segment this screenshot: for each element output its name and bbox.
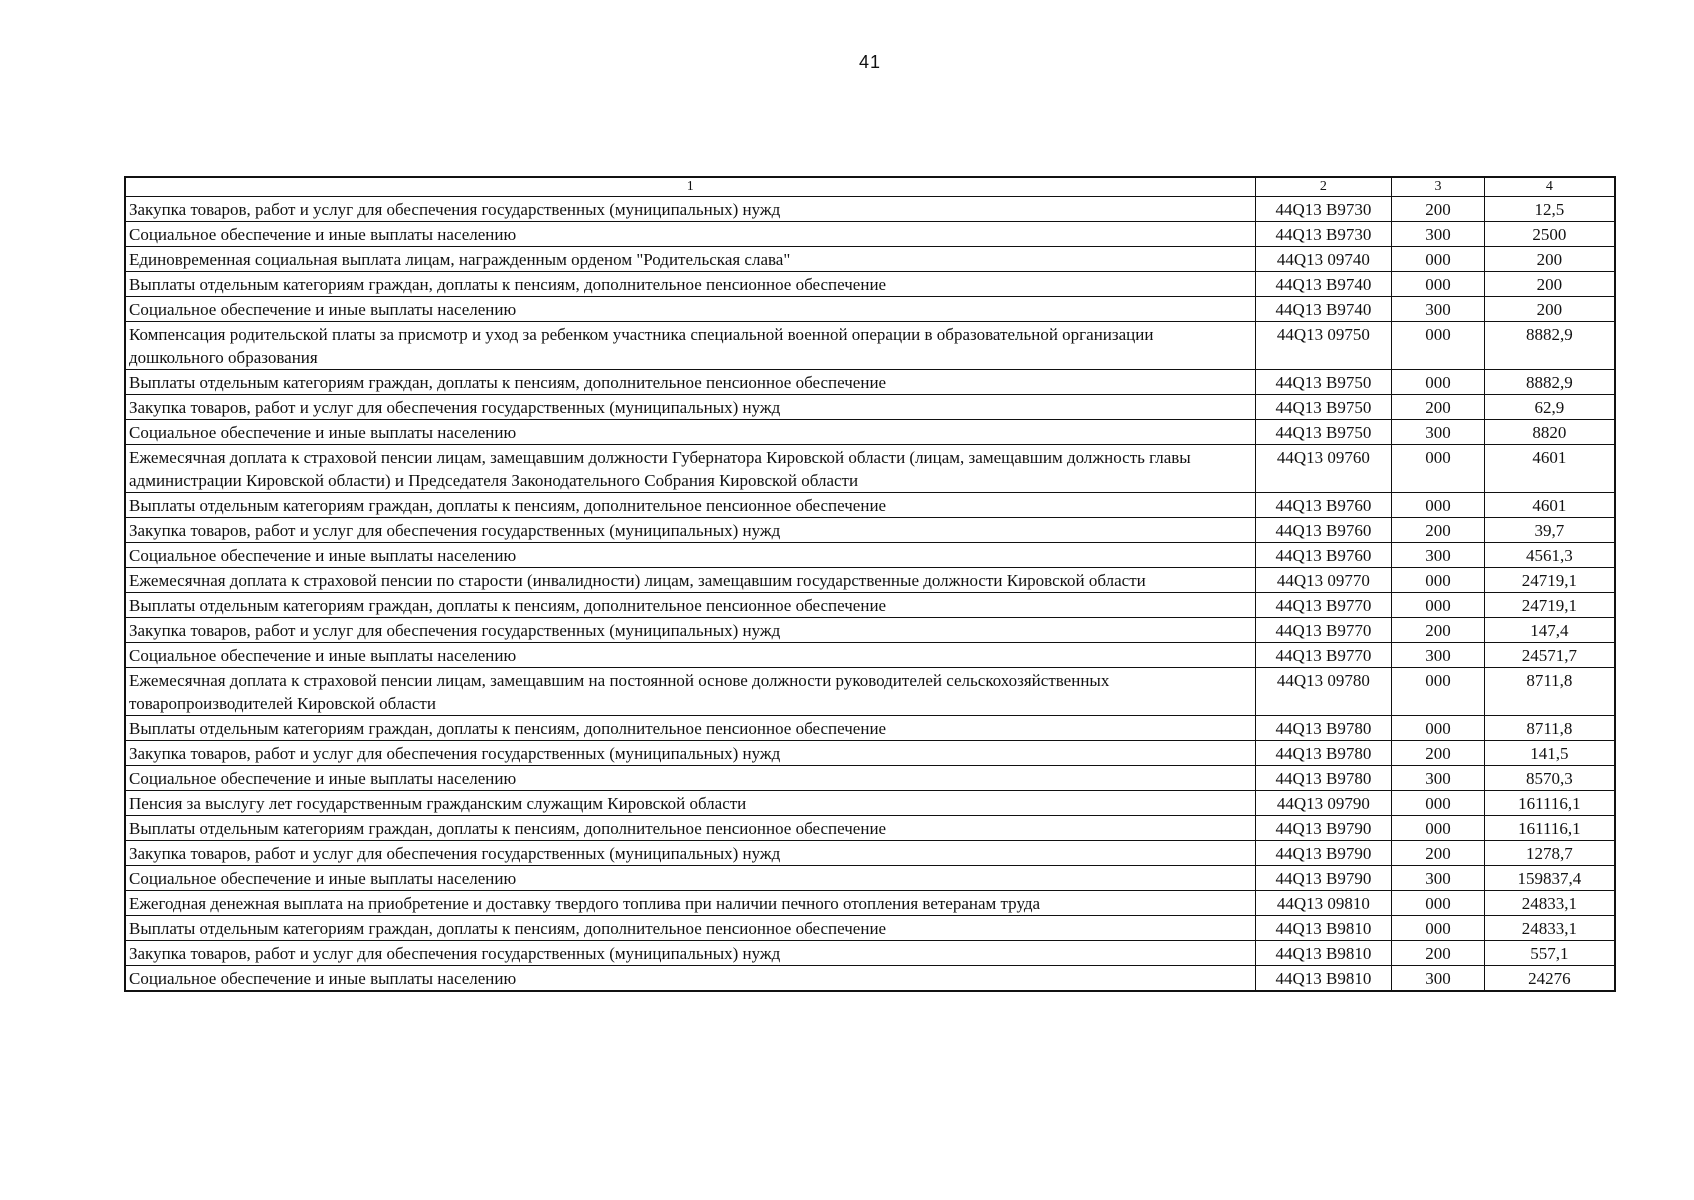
row-sum-cell: 4601 — [1484, 493, 1615, 518]
row-sum-cell: 24719,1 — [1484, 593, 1615, 618]
row-code-cell: 44Q13 B9790 — [1255, 866, 1392, 891]
header-col-3: 3 — [1392, 177, 1484, 197]
row-sum-cell: 557,1 — [1484, 941, 1615, 966]
row-name-cell: Выплаты отдельным категориям граждан, доплаты к пенсиям, дополнительное пенсионное обеспечение — [125, 916, 1255, 941]
row-name-cell: Социальное обеспечение и иные выплаты населению — [125, 866, 1255, 891]
row-sum-cell: 24719,1 — [1484, 568, 1615, 593]
row-sum-cell: 159837,4 — [1484, 866, 1615, 891]
table-row — [125, 568, 1615, 593]
table-row — [125, 297, 1615, 322]
row-kind-cell: 300 — [1392, 866, 1484, 891]
row-sum-cell: 1278,7 — [1484, 841, 1615, 866]
row-name-cell: Закупка товаров, работ и услуг для обеспечения государственных (муниципальных) нужд — [125, 618, 1255, 643]
table-row — [125, 791, 1615, 816]
row-name-cell: Закупка товаров, работ и услуг для обеспечения государственных (муниципальных) нужд — [125, 395, 1255, 420]
row-code-cell: 44Q13 B9760 — [1255, 543, 1392, 568]
row-kind-cell: 300 — [1392, 643, 1484, 668]
table-row — [125, 272, 1615, 297]
row-sum-cell: 200 — [1484, 272, 1615, 297]
row-name-cell: Закупка товаров, работ и услуг для обеспечения государственных (муниципальных) нужд — [125, 197, 1255, 222]
row-code-cell: 44Q13 B9750 — [1255, 370, 1392, 395]
row-kind-cell: 300 — [1392, 222, 1484, 247]
row-sum-cell: 4561,3 — [1484, 543, 1615, 568]
row-sum-cell: 8820 — [1484, 420, 1615, 445]
row-kind-cell: 000 — [1392, 816, 1484, 841]
header-col-1: 1 — [125, 177, 1255, 197]
row-name-cell: Выплаты отдельным категориям граждан, доплаты к пенсиям, дополнительное пенсионное обеспечение — [125, 816, 1255, 841]
row-name-cell: Социальное обеспечение и иные выплаты населению — [125, 966, 1255, 992]
row-code-cell: 44Q13 09740 — [1255, 247, 1392, 272]
table-row — [125, 618, 1615, 643]
row-kind-cell: 200 — [1392, 841, 1484, 866]
row-kind-cell: 000 — [1392, 791, 1484, 816]
row-name-cell: Ежемесячная доплата к страховой пенсии по старости (инвалидности) лицам, замещавшим государственные должности Кировской области — [125, 568, 1255, 593]
row-code-cell: 44Q13 B9740 — [1255, 272, 1392, 297]
header-col-2: 2 — [1255, 177, 1392, 197]
budget-table — [124, 176, 1616, 992]
row-kind-cell: 000 — [1392, 716, 1484, 741]
row-kind-cell: 300 — [1392, 966, 1484, 992]
table-header-row — [125, 177, 1615, 197]
row-sum-cell: 39,7 — [1484, 518, 1615, 543]
row-name-cell: Закупка товаров, работ и услуг для обеспечения государственных (муниципальных) нужд — [125, 841, 1255, 866]
row-sum-cell: 8882,9 — [1484, 370, 1615, 395]
row-kind-cell: 000 — [1392, 593, 1484, 618]
row-sum-cell: 24833,1 — [1484, 891, 1615, 916]
row-code-cell: 44Q13 B9810 — [1255, 941, 1392, 966]
table-row — [125, 816, 1615, 841]
row-kind-cell: 000 — [1392, 916, 1484, 941]
table-row — [125, 445, 1615, 493]
row-name-cell: Выплаты отдельным категориям граждан, доплаты к пенсиям, дополнительное пенсионное обеспечение — [125, 493, 1255, 518]
row-sum-cell: 24833,1 — [1484, 916, 1615, 941]
row-code-cell: 44Q13 B9780 — [1255, 716, 1392, 741]
row-sum-cell: 4601 — [1484, 445, 1615, 493]
row-kind-cell: 000 — [1392, 445, 1484, 493]
row-code-cell: 44Q13 09760 — [1255, 445, 1392, 493]
row-kind-cell: 300 — [1392, 297, 1484, 322]
row-code-cell: 44Q13 09790 — [1255, 791, 1392, 816]
row-code-cell: 44Q13 B9750 — [1255, 420, 1392, 445]
row-sum-cell: 8882,9 — [1484, 322, 1615, 370]
row-name-cell: Закупка товаров, работ и услуг для обеспечения государственных (муниципальных) нужд — [125, 518, 1255, 543]
row-code-cell: 44Q13 B9740 — [1255, 297, 1392, 322]
row-name-cell: Социальное обеспечение и иные выплаты населению — [125, 643, 1255, 668]
row-kind-cell: 200 — [1392, 518, 1484, 543]
row-name-cell: Ежемесячная доплата к страховой пенсии лицам, замещавшим должности Губернатора Кировской области (лицам, замещавшим должность главы администрации Кировской области) и Председателя Законодательного Собрания Кировской области — [125, 445, 1255, 493]
row-sum-cell: 12,5 — [1484, 197, 1615, 222]
table-row — [125, 395, 1615, 420]
row-kind-cell: 300 — [1392, 420, 1484, 445]
row-code-cell: 44Q13 B9730 — [1255, 222, 1392, 247]
table-row — [125, 643, 1615, 668]
row-code-cell: 44Q13 B9790 — [1255, 841, 1392, 866]
row-code-cell: 44Q13 B9770 — [1255, 618, 1392, 643]
row-name-cell: Компенсация родительской платы за присмотр и уход за ребенком участника специальной военной операции в образовательной организации дошкольного образования — [125, 322, 1255, 370]
row-kind-cell: 200 — [1392, 197, 1484, 222]
row-sum-cell: 161116,1 — [1484, 791, 1615, 816]
row-kind-cell: 200 — [1392, 741, 1484, 766]
table-row — [125, 741, 1615, 766]
table-body — [125, 197, 1615, 992]
row-kind-cell: 000 — [1392, 668, 1484, 716]
table-row — [125, 766, 1615, 791]
row-code-cell: 44Q13 B9780 — [1255, 741, 1392, 766]
table-row — [125, 322, 1615, 370]
row-sum-cell: 8570,3 — [1484, 766, 1615, 791]
row-sum-cell: 8711,8 — [1484, 668, 1615, 716]
row-name-cell: Закупка товаров, работ и услуг для обеспечения государственных (муниципальных) нужд — [125, 741, 1255, 766]
table-row — [125, 493, 1615, 518]
row-code-cell: 44Q13 B9750 — [1255, 395, 1392, 420]
table-row — [125, 518, 1615, 543]
row-sum-cell: 141,5 — [1484, 741, 1615, 766]
row-name-cell: Выплаты отдельным категориям граждан, доплаты к пенсиям, дополнительное пенсионное обеспечение — [125, 716, 1255, 741]
table-row — [125, 222, 1615, 247]
row-kind-cell: 000 — [1392, 272, 1484, 297]
row-kind-cell: 300 — [1392, 766, 1484, 791]
row-sum-cell: 8711,8 — [1484, 716, 1615, 741]
table-row — [125, 197, 1615, 222]
row-kind-cell: 000 — [1392, 322, 1484, 370]
row-name-cell: Выплаты отдельным категориям граждан, доплаты к пенсиям, дополнительное пенсионное обеспечение — [125, 370, 1255, 395]
row-sum-cell: 200 — [1484, 297, 1615, 322]
row-sum-cell: 24276 — [1484, 966, 1615, 992]
row-sum-cell: 62,9 — [1484, 395, 1615, 420]
row-code-cell: 44Q13 B9760 — [1255, 493, 1392, 518]
table-row — [125, 916, 1615, 941]
row-code-cell: 44Q13 B9760 — [1255, 518, 1392, 543]
row-sum-cell: 147,4 — [1484, 618, 1615, 643]
table-row — [125, 543, 1615, 568]
row-code-cell: 44Q13 09780 — [1255, 668, 1392, 716]
row-code-cell: 44Q13 B9810 — [1255, 966, 1392, 992]
row-kind-cell: 000 — [1392, 493, 1484, 518]
row-kind-cell: 200 — [1392, 395, 1484, 420]
table-row — [125, 370, 1615, 395]
row-name-cell: Пенсия за выслугу лет государственным гражданским служащим Кировской области — [125, 791, 1255, 816]
table-row — [125, 866, 1615, 891]
row-code-cell: 44Q13 B9780 — [1255, 766, 1392, 791]
row-name-cell: Социальное обеспечение и иные выплаты населению — [125, 297, 1255, 322]
row-name-cell: Единовременная социальная выплата лицам, награжденным орденом "Родительская слава" — [125, 247, 1255, 272]
table-row — [125, 941, 1615, 966]
row-code-cell: 44Q13 09810 — [1255, 891, 1392, 916]
row-name-cell: Социальное обеспечение и иные выплаты населению — [125, 543, 1255, 568]
row-kind-cell: 000 — [1392, 568, 1484, 593]
row-code-cell: 44Q13 B9810 — [1255, 916, 1392, 941]
row-name-cell: Ежегодная денежная выплата на приобретение и доставку твердого топлива при наличии печного отопления ветеранам труда — [125, 891, 1255, 916]
row-kind-cell: 300 — [1392, 543, 1484, 568]
row-code-cell: 44Q13 09750 — [1255, 322, 1392, 370]
row-code-cell: 44Q13 B9790 — [1255, 816, 1392, 841]
table-row — [125, 841, 1615, 866]
row-kind-cell: 200 — [1392, 618, 1484, 643]
row-name-cell: Социальное обеспечение и иные выплаты населению — [125, 222, 1255, 247]
row-name-cell: Закупка товаров, работ и услуг для обеспечения государственных (муниципальных) нужд — [125, 941, 1255, 966]
row-sum-cell: 161116,1 — [1484, 816, 1615, 841]
header-col-4: 4 — [1484, 177, 1615, 197]
row-kind-cell: 000 — [1392, 247, 1484, 272]
row-code-cell: 44Q13 B9770 — [1255, 593, 1392, 618]
row-name-cell: Ежемесячная доплата к страховой пенсии лицам, замещавшим на постоянной основе должности руководителей сельскохозяйственных товаропроизводителей Кировской области — [125, 668, 1255, 716]
row-kind-cell: 000 — [1392, 370, 1484, 395]
row-name-cell: Выплаты отдельным категориям граждан, доплаты к пенсиям, дополнительное пенсионное обеспечение — [125, 272, 1255, 297]
table-row — [125, 966, 1615, 992]
row-sum-cell: 200 — [1484, 247, 1615, 272]
row-sum-cell: 2500 — [1484, 222, 1615, 247]
row-kind-cell: 000 — [1392, 891, 1484, 916]
row-name-cell: Социальное обеспечение и иные выплаты населению — [125, 420, 1255, 445]
table-row — [125, 247, 1615, 272]
table-row — [125, 593, 1615, 618]
row-kind-cell: 200 — [1392, 941, 1484, 966]
row-sum-cell: 24571,7 — [1484, 643, 1615, 668]
row-name-cell: Социальное обеспечение и иные выплаты населению — [125, 766, 1255, 791]
row-code-cell: 44Q13 B9730 — [1255, 197, 1392, 222]
row-name-cell: Выплаты отдельным категориям граждан, доплаты к пенсиям, дополнительное пенсионное обеспечение — [125, 593, 1255, 618]
row-code-cell: 44Q13 B9770 — [1255, 643, 1392, 668]
table-row — [125, 668, 1615, 716]
page-number: 41 — [858, 52, 882, 72]
table-row — [125, 420, 1615, 445]
row-code-cell: 44Q13 09770 — [1255, 568, 1392, 593]
table-row — [125, 891, 1615, 916]
table-row — [125, 716, 1615, 741]
